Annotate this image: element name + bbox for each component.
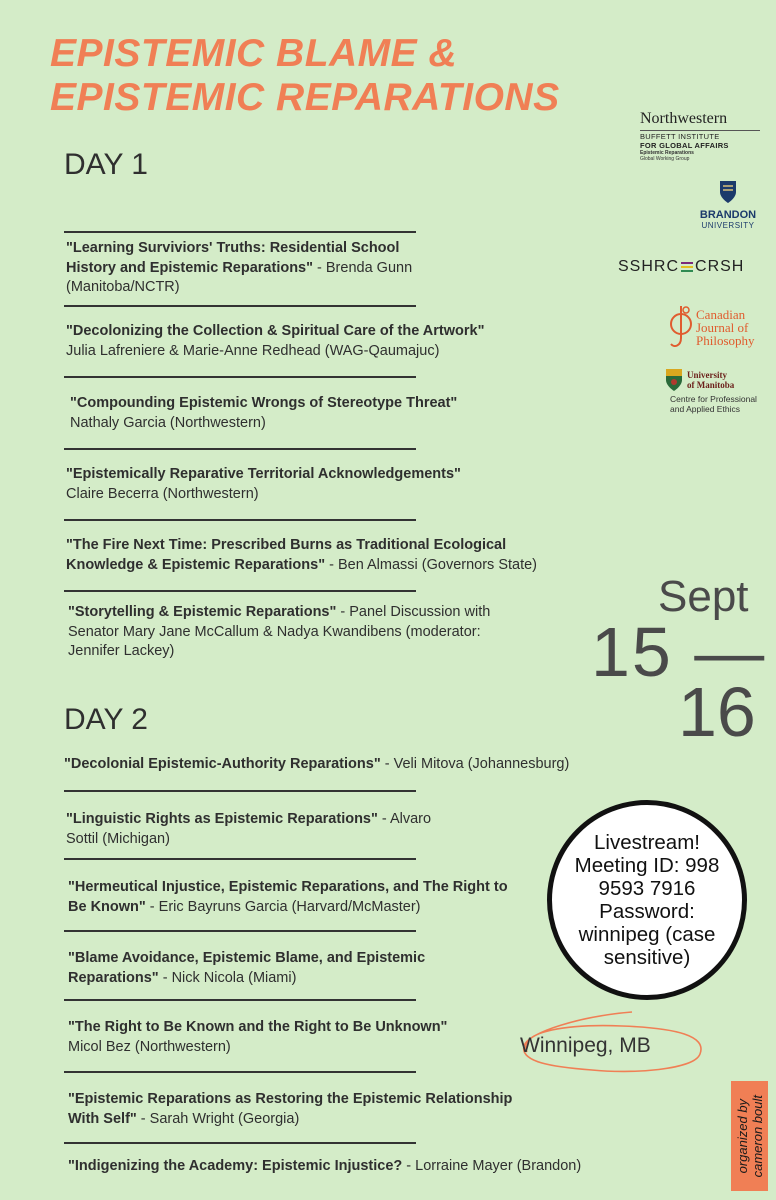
sshrc-logo: SSHRC CRSH xyxy=(618,258,745,275)
divider xyxy=(64,999,416,1001)
cjp-logo: Canadian Journal of Philosophy xyxy=(668,302,768,352)
talk-speaker: Nathaly Garcia (Northwestern) xyxy=(70,414,266,431)
talk-item xyxy=(68,603,518,662)
date-month: Sept xyxy=(658,572,749,621)
talk-title: "Blame Avoidance, Epistemic Blame, and Epistemic Reparations" xyxy=(68,950,426,986)
shield-icon xyxy=(719,180,737,204)
divider xyxy=(64,305,416,307)
talk-item xyxy=(70,394,590,433)
talk-title: "Decolonizing the Collection & Spiritual Care of the Artwork" xyxy=(66,323,485,339)
talk-item xyxy=(68,878,528,917)
talk-speaker: - Panel Discussion with Senator Mary Jane McCallum & Nadya Kwandibens (moderator: Jennifer Lackey) xyxy=(68,604,491,659)
divider xyxy=(64,930,416,932)
talk-speaker: - Veli Mitova (Johannesburg) xyxy=(380,756,570,772)
talk-title: "Linguistic Rights as Epistemic Reparations" xyxy=(66,811,378,827)
talk-speaker: Micol Bez (Northwestern) xyxy=(68,1038,231,1055)
talk-item xyxy=(66,465,586,504)
talk-item xyxy=(68,1157,628,1177)
cjp-monogram-icon xyxy=(668,302,694,352)
northwestern-logo: Northwestern BUFFETT INSTITUTE FOR GLOBAL AFFAIRS Epistemic Reparations Global Working Group xyxy=(640,110,765,162)
talk-speaker: - Alvaro Sottil (Michigan) xyxy=(66,811,432,847)
talk-speaker: Claire Becerra (Northwestern) xyxy=(66,485,259,502)
talk-speaker: - Ben Almassi (Governors State) xyxy=(325,556,538,573)
talk-item xyxy=(68,1018,588,1057)
day2-heading: DAY 2 xyxy=(64,703,148,736)
title-line-1: EPISTEMIC BLAME & xyxy=(50,32,458,75)
uofm-logo: University of Manitoba Centre for Professional and Applied Ethics xyxy=(665,368,770,414)
talk-item xyxy=(66,810,466,849)
talk-speaker: - Lorraine Mayer (Brandon) xyxy=(402,1158,582,1174)
divider xyxy=(64,1142,416,1144)
divider xyxy=(64,376,416,378)
livestream-badge xyxy=(547,800,747,1000)
date-end: 16 xyxy=(678,673,756,751)
city-label: Winnipeg, MB xyxy=(520,1034,651,1057)
day1-heading: DAY 1 xyxy=(64,148,148,181)
sshrc-bars-icon xyxy=(681,261,693,273)
talk-speaker: - Sarah Wright (Georgia) xyxy=(136,1110,300,1127)
talk-speaker: - Eric Bayruns Garcia (Harvard/McMaster) xyxy=(145,898,421,915)
organizer-text: organized by cameron boult xyxy=(734,1094,765,1178)
talk-title: "Hermeutical Injustice, Epistemic Reparations, and The Right to Be Known" xyxy=(68,879,508,915)
divider xyxy=(64,858,416,860)
divider xyxy=(64,590,416,592)
talk-item xyxy=(66,239,416,298)
talk-item xyxy=(66,536,571,575)
talk-speaker: - Brenda Gunn (Manitoba/NCTR) xyxy=(66,259,413,295)
talk-title: "Compounding Epistemic Wrongs of Stereotype Threat" xyxy=(70,395,458,411)
date-start: 15 — xyxy=(591,613,767,691)
talk-title: "Epistemic Reparations as Restoring the Epistemic Relationship With Self" xyxy=(68,1091,513,1127)
talk-title: "The Fire Next Time: Prescribed Burns as Traditional Ecological Knowledge & Epistemic Reparations" xyxy=(66,537,507,573)
divider xyxy=(64,448,416,450)
talk-title: "The Right to Be Known and the Right to Be Unknown" xyxy=(68,1019,448,1035)
bison-shield-icon xyxy=(665,368,683,392)
talk-speaker: Julia Lafreniere & Marie-Anne Redhead (WAG-Qaumajuc) xyxy=(66,342,440,359)
organizer-tag xyxy=(731,1081,768,1191)
talk-speaker: - Nick Nicola (Miami) xyxy=(158,969,297,986)
title-line-2: EPISTEMIC REPARATIONS xyxy=(50,76,560,119)
talk-item xyxy=(64,755,624,775)
brandon-logo: BRANDON UNIVERSITY xyxy=(693,180,763,230)
livestream-text: Livestream! Meeting ID: 998 9593 7916 Password: winnipeg (case sensitive) xyxy=(574,831,720,969)
divider xyxy=(64,790,416,792)
divider xyxy=(64,231,416,233)
talk-title: "Epistemically Reparative Territorial Acknowledgements" xyxy=(66,466,461,482)
talk-item xyxy=(66,322,586,361)
talk-item xyxy=(68,1090,538,1129)
talk-title: "Indigenizing the Academy: Epistemic Injustice? xyxy=(68,1158,403,1174)
talk-title: "Learning Surviviors' Truths: Residential School History and Epistemic Reparations" xyxy=(66,240,400,276)
divider xyxy=(64,519,416,521)
talk-item xyxy=(68,949,468,988)
talk-title: "Decolonial Epistemic-Authority Reparations" xyxy=(64,756,381,772)
talk-title: "Storytelling & Epistemic Reparations" xyxy=(68,604,337,620)
divider xyxy=(64,1071,416,1073)
